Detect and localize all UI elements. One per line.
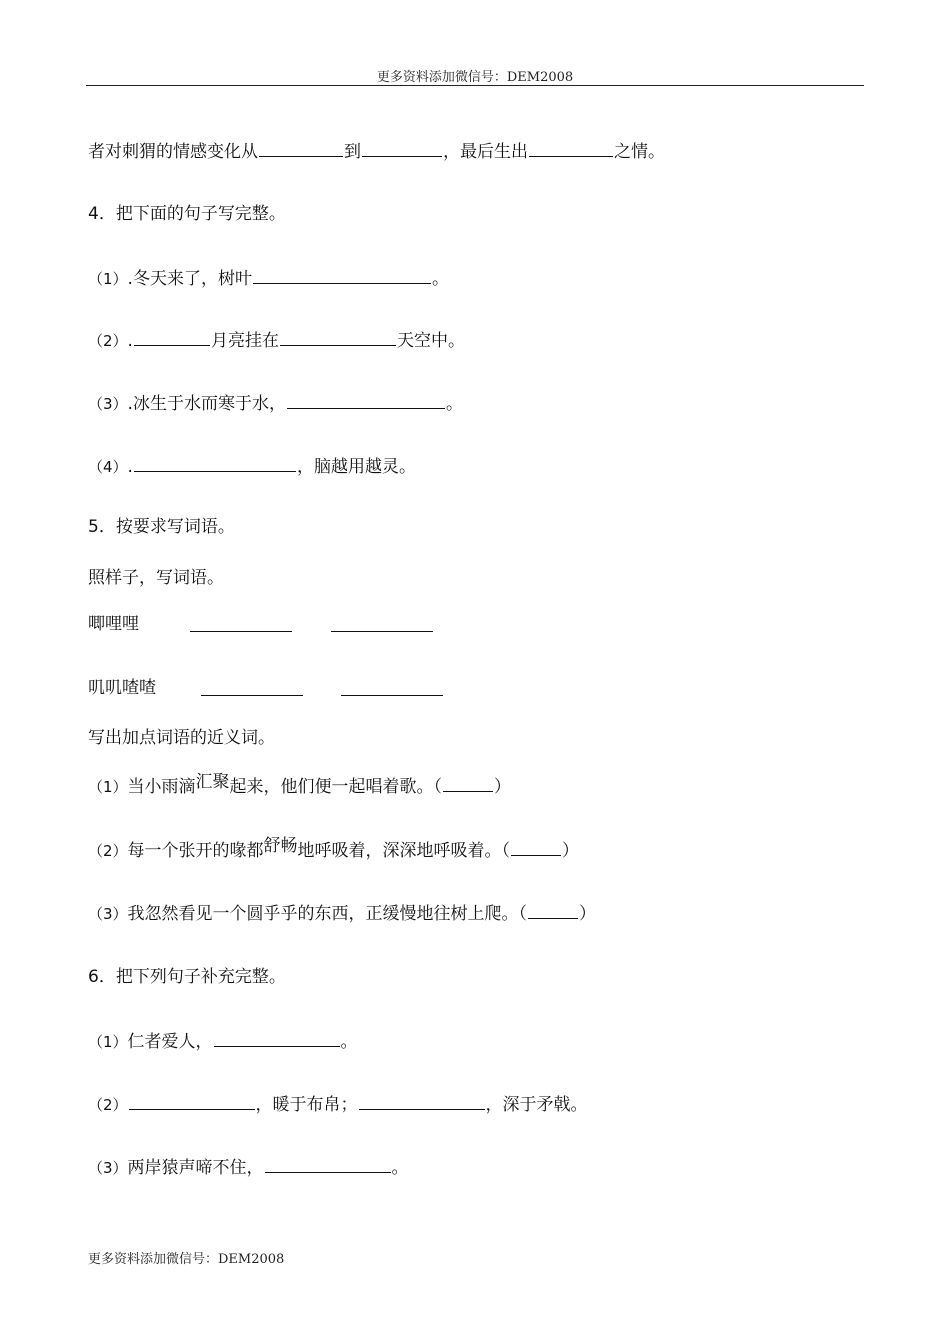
q6-item-1: （1）仁者爱人， 。 xyxy=(88,1029,358,1053)
q5-title: 5．按要求写词语。 xyxy=(88,517,235,537)
q5-example-1: 唧哩哩 xyxy=(88,614,139,634)
q3-text-d: 之情。 xyxy=(614,142,665,162)
q4-blank-3[interactable] xyxy=(287,391,445,409)
q3-blank-2[interactable] xyxy=(362,139,442,157)
q5-example-2: 叽叽喳喳 xyxy=(88,678,156,698)
q4-item-2: （2）. 月亮挂在 天空中。 xyxy=(88,328,465,352)
q5-sub1: 照样子，写词语。 xyxy=(88,568,224,588)
q5-dotted-word-2: 舒畅 xyxy=(263,836,298,856)
q4-blank-4[interactable] xyxy=(134,454,296,472)
q3-text-c: ，最后生出 xyxy=(443,142,528,162)
q3-tail-line xyxy=(88,139,665,163)
q6-item-2: （2） ，暖于布帛； ，深于矛戟。 xyxy=(88,1092,588,1116)
header-rule xyxy=(86,85,864,86)
q3-blank-3[interactable] xyxy=(529,139,613,157)
q6-blank-2a[interactable] xyxy=(129,1092,255,1110)
q5-ex1-blank-1[interactable] xyxy=(190,631,292,632)
q6-item-3: （3）两岸猿声啼不住， 。 xyxy=(88,1155,409,1179)
q4-item-1: （1）.冬天来了，树叶 。 xyxy=(88,266,449,290)
q5-item-3: （3）我忽然看见一个圆乎乎的东西，正缓慢地往树上爬。（ ） xyxy=(88,901,596,925)
q6-title: 6．把下列句子补充完整。 xyxy=(88,967,286,987)
q5-dotted-word-1: 汇聚 xyxy=(195,772,230,792)
q5-ex2-blank-2[interactable] xyxy=(341,695,443,696)
q5-synonym-blank-2[interactable] xyxy=(511,838,561,856)
q5-ex1-blank-2[interactable] xyxy=(331,631,433,632)
q4-item-4: （4）. ，脑越用越灵。 xyxy=(88,454,416,478)
q5-item-1: （1）当小雨滴汇聚起来，他们便一起唱着歌。（ ） xyxy=(88,772,512,797)
q3-text-a: 者对刺猬的情感变化从 xyxy=(88,142,258,162)
q6-blank-3[interactable] xyxy=(265,1155,391,1173)
q6-blank-2b[interactable] xyxy=(359,1092,485,1110)
page-header: 更多资料添加微信号：DEM2008 xyxy=(376,70,574,85)
q3-blank-1[interactable] xyxy=(259,139,343,157)
q6-blank-1[interactable] xyxy=(214,1029,340,1047)
q3-text-b: 到 xyxy=(344,142,361,162)
q5-dotted-word-3: 缓慢 xyxy=(382,904,417,924)
q4-blank-2a[interactable] xyxy=(134,328,210,346)
q4-blank-2b[interactable] xyxy=(280,328,396,346)
q5-ex2-blank-1[interactable] xyxy=(201,695,303,696)
q5-synonym-blank-1[interactable] xyxy=(443,774,493,792)
q4-title: 4．把下面的句子写完整。 xyxy=(88,204,286,224)
q5-sub2: 写出加点词语的近义词。 xyxy=(88,728,275,748)
q5-synonym-blank-3[interactable] xyxy=(528,901,578,919)
q4-item-3: （3）.冰生于水而寒于水， 。 xyxy=(88,391,463,415)
q5-item-2: （2）每一个张开的喙都舒畅地呼吸着，深深地呼吸着。（ ） xyxy=(88,836,580,861)
page-footer: 更多资料添加微信号：DEM2008 xyxy=(88,1252,285,1267)
q4-blank-1[interactable] xyxy=(253,266,431,284)
